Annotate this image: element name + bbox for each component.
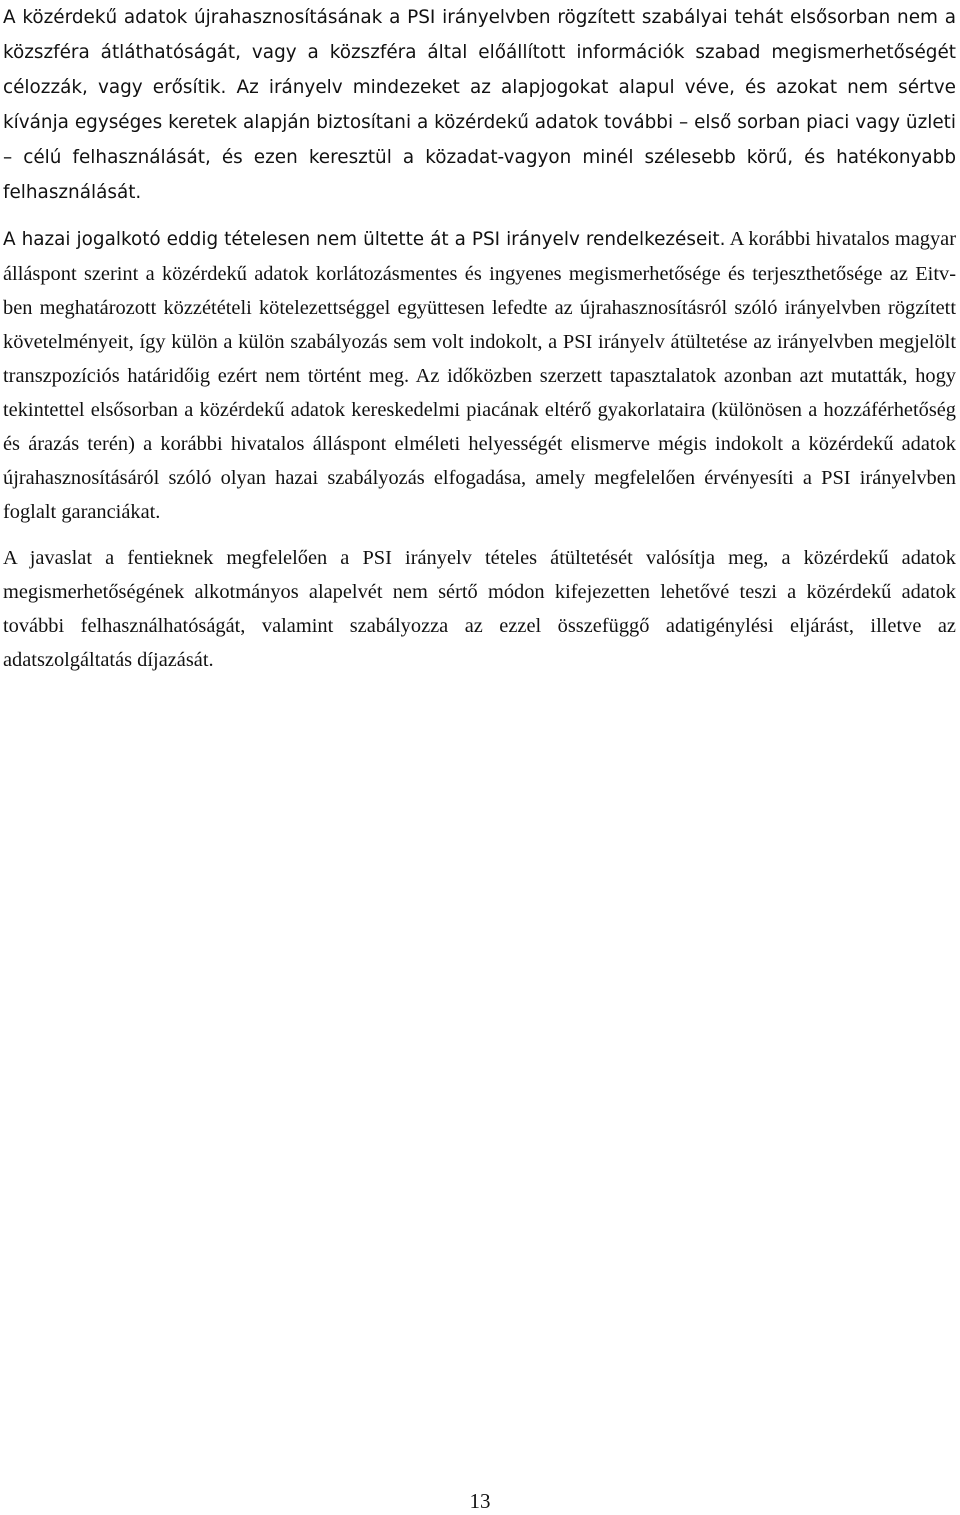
paragraph-hungarian-position-lead: A hazai jogalkotó eddig tételesen nem ültette át a PSI irányelv rendelkezéseit.: [3, 229, 726, 250]
page-number: 13: [469, 1489, 491, 1513]
paragraph-psi-rules-text: A közérdekű adatok újrahasznosításának a PSI irányelvben rögzített szabályai tehát elsősorban nem a közszféra átláthatóságát, vagy a közszféra által előállított információk szabad megismerhetőségét célozzák, vagy erősítik. Az irányelv mindezeket az alapjogokat alapul véve, és azokat nem sértve kívánja egységes keretek alapján biztosítani a közérdekű adatok további – első sorban piaci vagy üzleti – célú felhasználását, és ezen keresztül a közadat-vagyon minél szélesebb körű, és hatékonyabb felhasználását.: [3, 7, 956, 203]
paragraph-spacer: [3, 529, 956, 541]
paragraph-hungarian-position: [3, 222, 956, 529]
paragraph-hungarian-position-text: A korábbi hivatalos magyar álláspont szerint a közérdekű adatok korlátozásmentes és ingyenes megismerhetősége és terjeszthetősége az Eitv-ben meghatározott közzétételi kötelezettséggel együttesen lefedte az újrahasznosításról szóló irányelvben rögzített követelményeit, így külön a külön szabályozás sem volt indokolt, a PSI irányelv átültetése az irányelvben megjelölt transzpozíciós határidőig ezért nem történt meg. Az időközben szerzett tapasztalatok azonban azt mutatták, hogy tekintettel elsősorban a közérdekű adatok kereskedelmi piacának eltérő gyakorlataira (különösen a hozzáférhetőség és árazás terén) a korábbi hivatalos álláspont elméleti helyességét elismerve mégis indokolt a közérdekű adatok újrahasznosításáról szóló olyan hazai szabályozás elfogadása, amely megfelelően érvényesíti a PSI irányelvben foglalt garanciákat.: [3, 228, 956, 523]
document-body: [3, 0, 956, 677]
paragraph-spacer: [3, 210, 956, 222]
paragraph-psi-rules: [3, 0, 956, 210]
paragraph-proposal-text: A javaslat a fentieknek megfelelően a PSI irányelv tételes átültetését valósítja meg, a közérdekű adatok megismerhetőségének alkotmányos alapelvét nem sértő módon kifejezetten lehetővé teszi a közérdekű adatok további felhasználhatóságát, valamint szabályozza az ezzel összefüggő adatigénylési eljárást, illetve az adatszolgáltatás díjazását.: [3, 547, 956, 671]
paragraph-proposal: [3, 541, 956, 677]
